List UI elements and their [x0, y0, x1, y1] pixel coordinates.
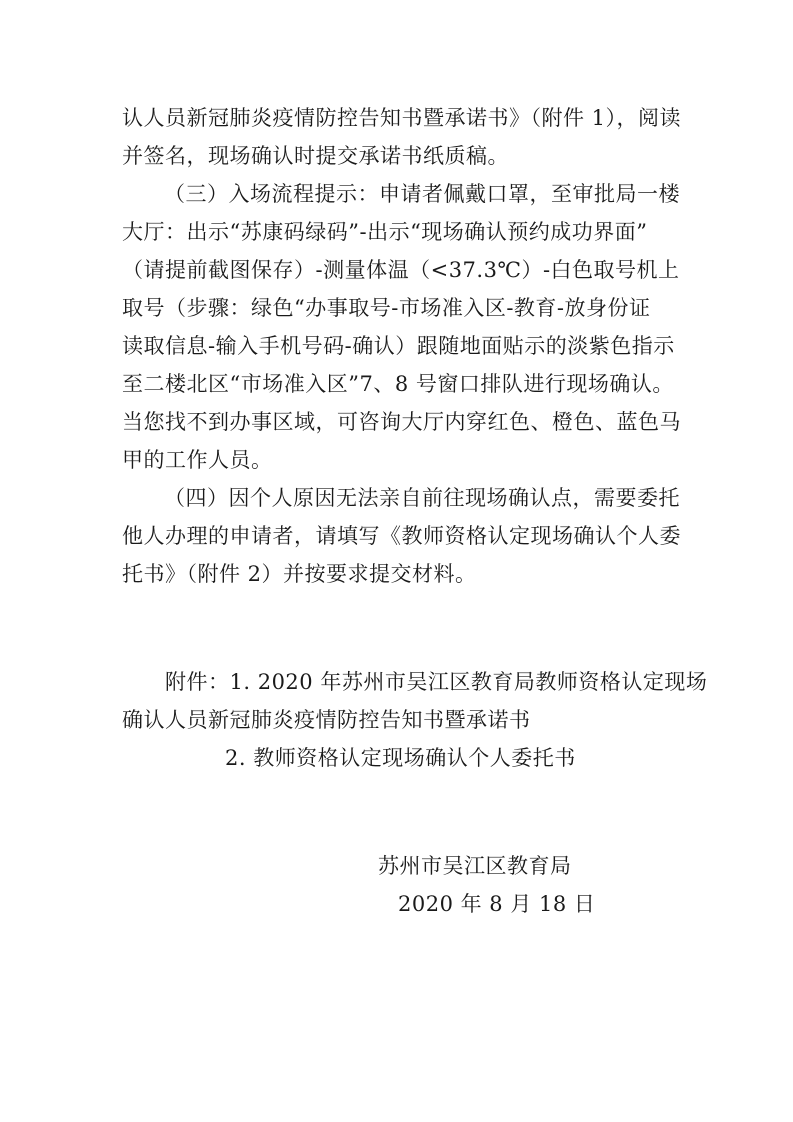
signature-date: 2020 年 8 月 18 日 — [398, 892, 596, 916]
attachment-label-line: 附件：1. 2020 年苏州市吴江区教育局教师资格认定现场 — [165, 670, 708, 694]
signature-organization: 苏州市吴江区教育局 — [378, 854, 572, 878]
body-line-6: 取号（步骤：绿色“办事取号-市场准入区-教育-放身份证 — [122, 296, 651, 320]
body-line-11: （四）因个人原因无法亲自前往现场确认点，需要委托 — [164, 486, 680, 510]
attachment-continuation: 确认人员新冠肺炎疫情防控告知书暨承诺书 — [122, 708, 531, 732]
attachment-item-2: 2. 教师资格认定现场确认个人委托书 — [225, 746, 576, 770]
body-line-3: （三）入场流程提示：申请者佩戴口罩，至审批局一楼 — [164, 182, 680, 206]
body-line-1: 认人员新冠肺炎疫情防控告知书暨承诺书》（附件 1），阅读 — [122, 106, 682, 130]
body-line-12: 他人办理的申请者，请填写《教师资格认定现场确认个人委 — [122, 524, 681, 548]
body-line-10: 甲的工作人员。 — [122, 448, 273, 472]
body-line-5: （请提前截图保存）-测量体温（<37.3℃）-白色取号机上 — [122, 258, 680, 282]
body-line-4: 大厅：出示“苏康码绿码”-出示“现场确认预约成功界面” — [122, 220, 648, 244]
body-line-13: 托书》（附件 2）并按要求提交材料。 — [122, 562, 477, 586]
body-line-8: 至二楼北区“市场准入区”7、8 号窗口排队进行现场确认。 — [122, 372, 674, 396]
body-line-2: 并签名，现场确认时提交承诺书纸质稿。 — [122, 144, 509, 168]
body-line-7: 读取信息-输入手机号码-确认）跟随地面贴示的淡紫色指示 — [122, 334, 675, 358]
body-line-9: 当您找不到办事区域，可咨询大厅内穿红色、橙色、蓝色马 — [122, 410, 681, 434]
